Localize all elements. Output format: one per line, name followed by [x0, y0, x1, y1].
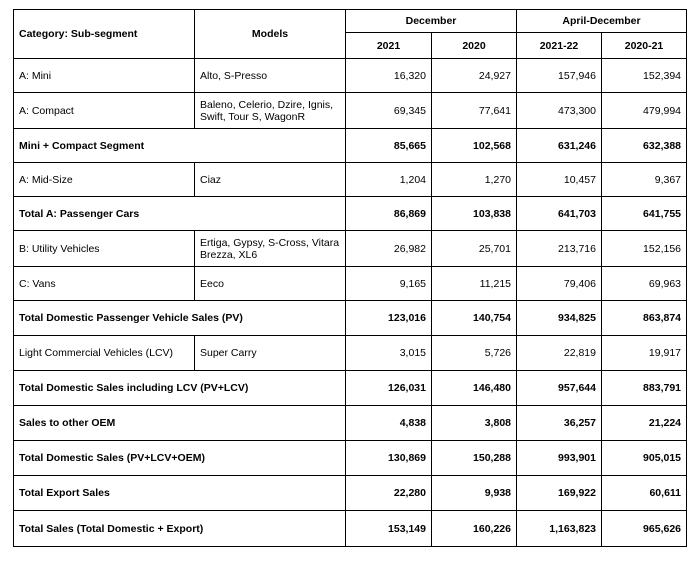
value-apr-dec-2021-22: 169,922: [517, 476, 602, 511]
value-apr-dec-2021-22: 10,457: [517, 163, 602, 197]
value-dec-2020: 160,226: [432, 511, 517, 547]
sales-table-container: [13, 9, 686, 547]
header-row-1: [14, 10, 687, 33]
value-dec-2020: 5,726: [432, 336, 517, 371]
value-dec-2020: 77,641: [432, 93, 517, 129]
value-dec-2020: 1,270: [432, 163, 517, 197]
row-label: Mini + Compact Segment: [14, 129, 346, 163]
table-row-total: [14, 197, 687, 231]
value-dec-2021: 4,838: [346, 406, 432, 441]
row-label: Light Commercial Vehicles (LCV): [14, 336, 195, 371]
header-models: Models: [195, 10, 346, 59]
value-dec-2020: 24,927: [432, 59, 517, 93]
value-dec-2021: 1,204: [346, 163, 432, 197]
value-apr-dec-2020-21: 60,611: [602, 476, 687, 511]
value-apr-dec-2020-21: 863,874: [602, 301, 687, 336]
value-dec-2021: 3,015: [346, 336, 432, 371]
row-label: C: Vans: [14, 267, 195, 301]
header-year-2020-21: 2020-21: [602, 33, 687, 59]
value-apr-dec-2020-21: 641,755: [602, 197, 687, 231]
value-dec-2021: 16,320: [346, 59, 432, 93]
table-row: [14, 59, 687, 93]
row-label: A: Compact: [14, 93, 195, 129]
row-label: Total Domestic Sales including LCV (PV+LCV): [14, 371, 346, 406]
value-apr-dec-2020-21: 19,917: [602, 336, 687, 371]
value-dec-2021: 126,031: [346, 371, 432, 406]
value-apr-dec-2021-22: 934,825: [517, 301, 602, 336]
table-row-total: [14, 476, 687, 511]
header-december: December: [346, 10, 517, 33]
table-row: [14, 267, 687, 301]
value-dec-2020: 3,808: [432, 406, 517, 441]
value-dec-2020: 9,938: [432, 476, 517, 511]
value-dec-2021: 9,165: [346, 267, 432, 301]
value-apr-dec-2020-21: 632,388: [602, 129, 687, 163]
table-row: [14, 231, 687, 267]
value-apr-dec-2020-21: 152,156: [602, 231, 687, 267]
value-dec-2020: 11,215: [432, 267, 517, 301]
value-dec-2021: 123,016: [346, 301, 432, 336]
value-apr-dec-2021-22: 213,716: [517, 231, 602, 267]
row-label: Total A: Passenger Cars: [14, 197, 346, 231]
value-dec-2021: 26,982: [346, 231, 432, 267]
value-dec-2021: 130,869: [346, 441, 432, 476]
row-models: Eeco: [195, 267, 346, 301]
value-apr-dec-2020-21: 883,791: [602, 371, 687, 406]
table-row-total: [14, 441, 687, 476]
value-apr-dec-2020-21: 965,626: [602, 511, 687, 547]
row-models: Baleno, Celerio, Dzire, Ignis, Swift, Tour S, WagonR: [195, 93, 346, 129]
header-april-december: April-December: [517, 10, 687, 33]
value-apr-dec-2021-22: 631,246: [517, 129, 602, 163]
row-label: Total Export Sales: [14, 476, 346, 511]
table-row: [14, 163, 687, 197]
row-label: A: Mid-Size: [14, 163, 195, 197]
value-dec-2021: 86,869: [346, 197, 432, 231]
row-label: Total Domestic Sales (PV+LCV+OEM): [14, 441, 346, 476]
value-dec-2020: 150,288: [432, 441, 517, 476]
value-apr-dec-2021-22: 157,946: [517, 59, 602, 93]
table-row: [14, 93, 687, 129]
row-label: Total Domestic Passenger Vehicle Sales (PV): [14, 301, 346, 336]
table-row: [14, 336, 687, 371]
row-models: Alto, S-Presso: [195, 59, 346, 93]
value-dec-2020: 103,838: [432, 197, 517, 231]
header-year-2021-22: 2021-22: [517, 33, 602, 59]
value-apr-dec-2020-21: 905,015: [602, 441, 687, 476]
header-category: Category: Sub-segment: [14, 10, 195, 59]
row-label: Sales to other OEM: [14, 406, 346, 441]
value-apr-dec-2020-21: 21,224: [602, 406, 687, 441]
row-models: Super Carry: [195, 336, 346, 371]
header-year-2020: 2020: [432, 33, 517, 59]
value-apr-dec-2020-21: 9,367: [602, 163, 687, 197]
table-row-total: [14, 511, 687, 547]
table-row-total: [14, 129, 687, 163]
row-models: Ertiga, Gypsy, S-Cross, Vitara Brezza, XL6: [195, 231, 346, 267]
row-label: B: Utility Vehicles: [14, 231, 195, 267]
value-dec-2021: 22,280: [346, 476, 432, 511]
value-apr-dec-2021-22: 79,406: [517, 267, 602, 301]
table-row-total: [14, 371, 687, 406]
row-label: Total Sales (Total Domestic + Export): [14, 511, 346, 547]
table-row-total: [14, 406, 687, 441]
table-row-total: [14, 301, 687, 336]
value-apr-dec-2021-22: 36,257: [517, 406, 602, 441]
value-dec-2021: 153,149: [346, 511, 432, 547]
value-apr-dec-2021-22: 957,644: [517, 371, 602, 406]
value-dec-2020: 146,480: [432, 371, 517, 406]
value-apr-dec-2020-21: 152,394: [602, 59, 687, 93]
value-dec-2021: 85,665: [346, 129, 432, 163]
row-label: A: Mini: [14, 59, 195, 93]
value-apr-dec-2021-22: 1,163,823: [517, 511, 602, 547]
value-apr-dec-2021-22: 22,819: [517, 336, 602, 371]
value-dec-2020: 102,568: [432, 129, 517, 163]
value-apr-dec-2021-22: 993,901: [517, 441, 602, 476]
value-dec-2020: 25,701: [432, 231, 517, 267]
value-dec-2021: 69,345: [346, 93, 432, 129]
row-models: Ciaz: [195, 163, 346, 197]
sales-table: [13, 9, 687, 547]
value-dec-2020: 140,754: [432, 301, 517, 336]
value-apr-dec-2021-22: 641,703: [517, 197, 602, 231]
value-apr-dec-2020-21: 69,963: [602, 267, 687, 301]
value-apr-dec-2020-21: 479,994: [602, 93, 687, 129]
header-year-2021: 2021: [346, 33, 432, 59]
value-apr-dec-2021-22: 473,300: [517, 93, 602, 129]
